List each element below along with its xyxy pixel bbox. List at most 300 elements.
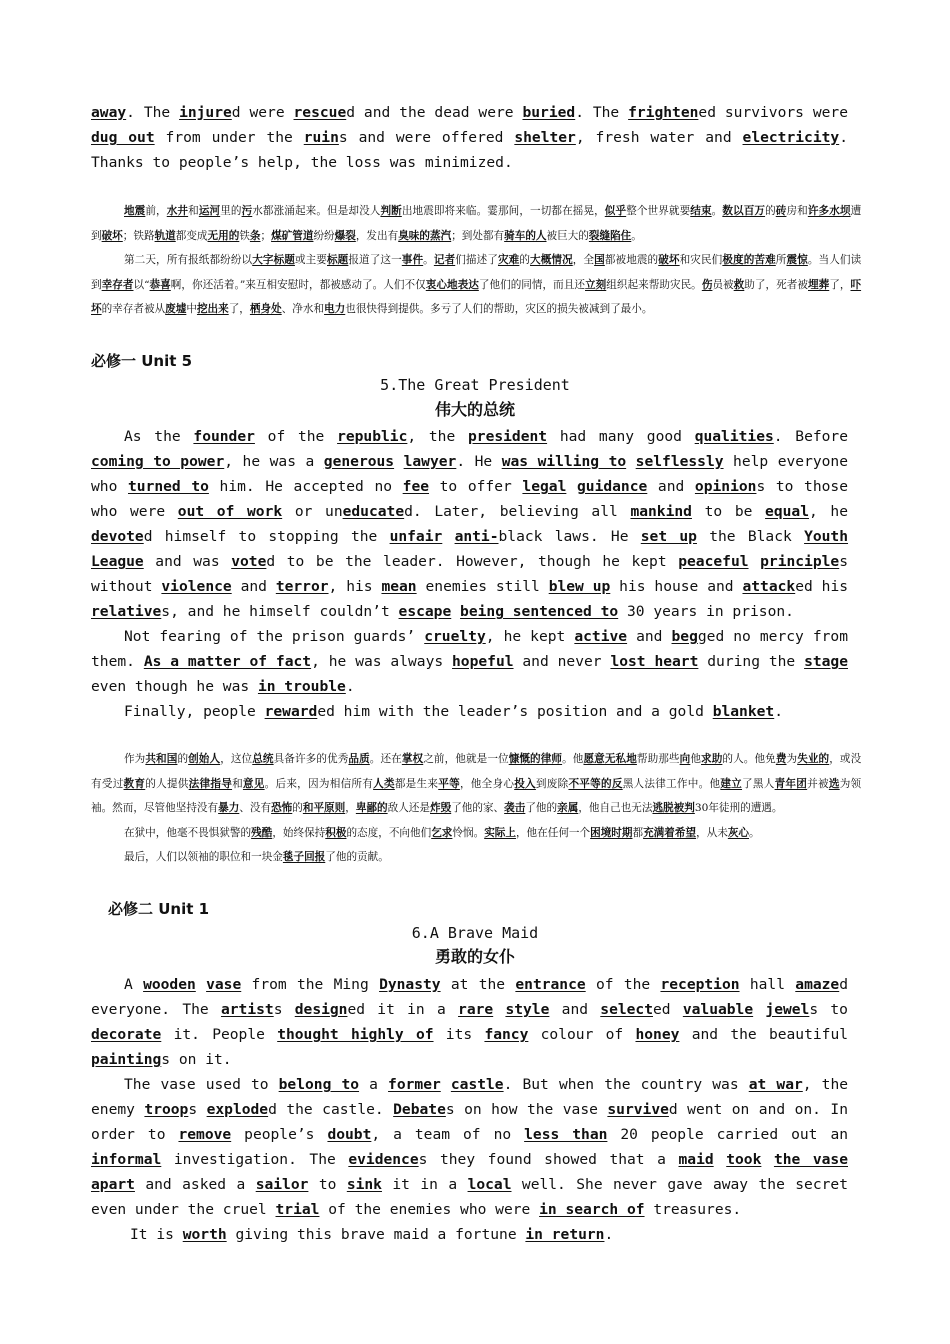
vocab-term: rare (458, 1001, 494, 1018)
vocab-term: former (388, 1076, 441, 1093)
text-run: 纷纷 (313, 229, 335, 242)
text-run: s without (91, 553, 848, 595)
vocab-term: 记者 (433, 254, 456, 266)
vocab-term: 向 (679, 753, 691, 765)
vocab-term: 费 (775, 753, 787, 765)
text-run: and (627, 628, 672, 645)
vocab-term: 灾难 (497, 254, 520, 266)
text-run: ，他全身心 (459, 777, 515, 790)
vocab-term: educate (342, 503, 405, 520)
vocab-term: in return (525, 1226, 605, 1243)
vocab-term: reception (660, 976, 740, 993)
vocab-term: 品质 (348, 753, 370, 765)
vocab-term: violence (161, 578, 232, 595)
text-run: 房和 (786, 205, 808, 217)
vocab-term: 掌权 (401, 753, 424, 765)
vocab-term: 总统 (252, 753, 274, 765)
text-run: , he was always (311, 653, 453, 670)
text-run (714, 1151, 727, 1168)
text-run: ，他自己也无法 (578, 802, 653, 814)
vocab-term: Debate (393, 1101, 446, 1118)
text-run (394, 453, 404, 470)
vocab-term: castle (450, 1076, 504, 1093)
vocab-term: 栖身处 (249, 303, 282, 315)
text-run: 的 (177, 753, 189, 765)
vocab-term: 充满着希望 (643, 826, 697, 839)
vocab-term: dug out (91, 129, 155, 146)
text-run: d the castle. (268, 1101, 394, 1118)
text-run: 们描述了 (455, 254, 498, 266)
vocab-term: 破坏 (101, 229, 123, 242)
text-run: 了他的家、 (451, 802, 505, 814)
text-run: 怜悯。 (452, 826, 485, 839)
vocab-term: 事件 (401, 254, 424, 266)
text-run: s on how the vase (445, 1101, 608, 1118)
vocab-term: 污 (241, 205, 253, 217)
text-run (761, 1151, 774, 1168)
vocab-term: 大概情况 (530, 254, 573, 266)
text-run: or un (282, 503, 343, 520)
text-run: d were (231, 104, 294, 121)
vocab-term: honey (635, 1026, 680, 1043)
vocab-term: 积极 (325, 826, 347, 839)
text-run: 。 (711, 205, 723, 217)
vocab-term: 衷心地表达 (425, 278, 479, 291)
text-run: , he kept (485, 628, 575, 645)
text-run: 了他的 (525, 802, 558, 814)
vocab-term: peaceful (678, 553, 749, 570)
text-run: had many good (547, 428, 695, 445)
vocab-term: 亲属 (557, 802, 579, 814)
text-run (451, 603, 460, 620)
vocab-term: lawyer (403, 453, 457, 470)
text-run: 都是生来 (394, 777, 439, 790)
vocab-term: 立刻 (585, 278, 607, 291)
text-run: . Before (773, 428, 849, 445)
vocab-term: 建立 (720, 777, 743, 790)
text-run: , he (808, 503, 848, 520)
paragraph (91, 100, 848, 175)
text-run: investigation. The (161, 1151, 349, 1168)
vocab-term: away (91, 104, 127, 121)
vocab-term: 不平等的反 (568, 777, 623, 790)
text-run: 所 (775, 254, 787, 266)
vocab-term: 极度的苦难 (722, 254, 776, 266)
text-run: ，这位 (220, 753, 253, 765)
vocab-term: anti- (454, 528, 499, 545)
text-run: ed survivors were (698, 104, 848, 121)
text-run: ed it in a (347, 1001, 459, 1018)
vocab-term: explode (206, 1101, 269, 1118)
vocab-term: 大字标题 (252, 254, 295, 266)
vocab-term: 臭味的蒸汽 (398, 229, 452, 242)
text-run: enemies still (416, 578, 549, 595)
vocab-term: entrance (515, 976, 586, 993)
text-run: s to those who were (91, 478, 848, 520)
vocab-term: 废墟 (165, 303, 187, 315)
vocab-term: president (468, 428, 548, 445)
vocab-term: legal (522, 478, 567, 495)
vocab-term: 求助 (701, 753, 723, 765)
vocab-term: 标题 (327, 254, 349, 266)
vocab-term: opinion (694, 478, 757, 495)
text-run: As the (124, 428, 194, 445)
vocab-term: 幸存者 (101, 278, 134, 291)
text-run: , the enemy (91, 1076, 849, 1118)
text-run: 助了，死者被 (744, 278, 808, 291)
text-run: 的幸存者被从 (101, 303, 166, 315)
vocab-term: 破坏 (658, 254, 680, 266)
vocab-term: 爆裂 (334, 229, 356, 242)
text-run: 黑人法律工作中。他 (622, 777, 721, 790)
text-run: and (549, 1001, 601, 1018)
paragraph (91, 972, 848, 1072)
vocab-term: escape (398, 603, 452, 620)
vocab-term: 乞求 (431, 826, 453, 839)
vocab-term: 灰心 (727, 826, 750, 839)
text-run: 也很快得到提供。多亏了人们的帮助，灾区的损失被减到了最小。 (345, 303, 653, 315)
vocab-term: wooden (143, 976, 196, 993)
text-run: of the (254, 428, 338, 445)
vocab-term: in trouble (257, 678, 346, 695)
text-run: 到废除 (535, 777, 569, 790)
vocab-term: As a matter of fact (143, 653, 312, 670)
text-run: 30年徒刑的遭遇。 (694, 802, 783, 814)
vocab-term: rescue (293, 104, 347, 121)
vocab-term: informal (91, 1151, 162, 1168)
text-run (753, 1001, 765, 1018)
text-run: s and were offered (338, 129, 515, 146)
text-run: 。他 (562, 753, 584, 765)
text-run: ged no mercy from them. (91, 628, 848, 670)
text-run: 都 (632, 826, 644, 839)
vocab-term: vase (206, 976, 242, 993)
vocab-term: 煤矿管道 (271, 229, 314, 242)
text-run: ，发出有 (355, 229, 399, 242)
vocab-term: fee (402, 478, 430, 495)
vocab-term: 创始人 (188, 753, 221, 765)
text-run: 员被 (712, 278, 734, 291)
text-run: 的态度，不向他们 (346, 826, 432, 839)
text-run: . Thanks to people’s help, the loss was minimized. (91, 129, 848, 171)
vocab-term: 和平原则 (302, 802, 346, 814)
vocab-term: cruelty (424, 628, 486, 645)
text-run: ，或没有受过 (91, 753, 862, 790)
text-run: 并被 (807, 777, 829, 790)
text-run: ， (345, 802, 356, 814)
vocab-term: took (726, 1151, 762, 1168)
paragraph (91, 624, 848, 699)
vocab-term: principle (760, 553, 840, 570)
text-run: 帮助那些 (636, 753, 680, 765)
text-run: 、净水和 (281, 303, 325, 315)
title-en-5: 5.The Great President (380, 376, 570, 394)
text-run: ，从未 (696, 826, 728, 839)
text-run: . (604, 1226, 614, 1243)
vocab-term: coming to power (91, 453, 225, 470)
text-run: 为领袖。然而，尽管他坚持没有 (91, 777, 862, 814)
vocab-term: maid (678, 1151, 714, 1168)
text-run: and never (513, 653, 611, 670)
text-run (626, 453, 636, 470)
text-run: 被巨大的 (546, 229, 589, 242)
vocab-term: 骑车的人 (504, 229, 547, 242)
text-run: 水都涨涌起来。但是却没人 (252, 205, 381, 217)
text-run: s (188, 1101, 207, 1118)
vocab-term: 卑鄙的 (355, 802, 388, 814)
vocab-term: style (505, 1001, 550, 1018)
vocab-term: 青年团 (774, 777, 808, 790)
vocab-term: shelter (514, 129, 576, 146)
vocab-term: Dynasty (379, 976, 441, 993)
text-run: people’s (231, 1126, 328, 1143)
vocab-term: was willing to (501, 453, 627, 470)
vocab-term: frighten (628, 104, 699, 121)
vocab-term: 震惊 (786, 254, 808, 266)
text-run: well. She never gave away the secret even under the cruel (91, 1176, 848, 1218)
vocab-term: 挖出来 (196, 303, 229, 315)
text-run (196, 976, 206, 993)
vocab-term: 共和国 (145, 753, 178, 765)
translation-great-president (91, 747, 861, 870)
text-run: s on it. (161, 1051, 232, 1068)
translation-earthquake (91, 199, 861, 322)
vocab-term: turned to (128, 478, 209, 495)
vocab-term: relative (91, 603, 162, 620)
passage-brave-maid (91, 972, 848, 1247)
unit-heading-6: 必修二 Unit 1 (108, 900, 210, 918)
text-run: Not fearing of the prison guards’ (124, 628, 425, 645)
text-run: 遭到 (91, 205, 862, 242)
text-run: d himself to stopping the (143, 528, 390, 545)
cn-paragraph (91, 845, 861, 870)
vocab-term: injure (179, 104, 232, 121)
text-run: 和灾民们 (679, 254, 723, 266)
text-run: 都变成 (175, 229, 208, 242)
vocab-term: 砖 (775, 205, 787, 217)
text-run: to (308, 1176, 347, 1193)
text-run: of the enemies who were (319, 1201, 540, 1218)
vocab-term: lost heart (610, 653, 699, 670)
title-cn-5: 伟大的总统 (434, 400, 515, 419)
cn-paragraph (91, 199, 861, 248)
text-run: 在狱中，他毫不畏惧狱警的 (124, 826, 252, 839)
vocab-term: 水井 (166, 205, 189, 217)
text-run: . (774, 703, 784, 720)
vocab-term: hopeful (452, 653, 514, 670)
text-run: 他 (690, 753, 702, 765)
vocab-term: fancy (484, 1026, 529, 1043)
vocab-term: 暴力 (218, 802, 240, 814)
text-run: . But when the country was (503, 1076, 749, 1093)
text-run: . The (126, 104, 180, 121)
text-run: 。 (423, 254, 434, 266)
text-run: 啊，你还活着。”来互相安慰时，都被感动了。人们不仅 (170, 278, 426, 291)
text-run: It is (130, 1226, 183, 1243)
text-run: and the beautiful (679, 1026, 849, 1043)
vocab-term: unfair (389, 528, 443, 545)
vocab-term: trial (275, 1201, 320, 1218)
title-en-6: 6.A Brave Maid (411, 924, 539, 942)
text-run (493, 1001, 505, 1018)
text-run: ；到处都有 (451, 229, 505, 242)
text-run: 都被地震的 (604, 254, 659, 266)
text-run: to be (691, 503, 766, 520)
text-run: 。 (631, 229, 642, 242)
text-run (749, 553, 761, 570)
vocab-term: 电力 (324, 303, 346, 315)
vocab-term: local (467, 1176, 512, 1193)
vocab-term: 失业的 (797, 753, 830, 765)
vocab-term: set up (640, 528, 697, 545)
text-run (442, 528, 454, 545)
text-run: ，全 (572, 254, 595, 266)
text-run: from the Ming (241, 976, 380, 993)
vocab-term: 法律指导 (188, 777, 233, 790)
vocab-term: 炸毁 (430, 802, 452, 814)
vocab-term: equal (765, 503, 809, 520)
vocab-term: less than (524, 1126, 608, 1143)
vocab-term: 选 (828, 777, 840, 790)
text-run: 为 (786, 753, 798, 765)
text-run: d everyone. The (91, 976, 849, 1018)
title-cn-6: 勇敢的女仆 (434, 947, 515, 966)
passage-earthquake-end (91, 100, 848, 175)
text-run: 、没有 (239, 802, 272, 814)
vocab-term: 国 (594, 254, 605, 266)
vocab-term: 似乎 (604, 205, 627, 217)
vocab-term: 愿意无私地 (583, 753, 637, 765)
vocab-term: sink (346, 1176, 382, 1193)
text-run: 的 (519, 254, 531, 266)
text-run (566, 478, 577, 495)
text-run: 敌人还是 (387, 802, 430, 814)
text-run: d and the dead were (346, 104, 523, 121)
text-run: 了他的贡献。 (325, 851, 389, 863)
unit-heading-5: 必修一 Unit 5 (91, 352, 193, 370)
text-run: ； (260, 229, 272, 242)
text-run: his house and (610, 578, 743, 595)
vocab-term: mankind (630, 503, 692, 520)
vocab-term: troop (144, 1101, 189, 1118)
text-run: and (647, 478, 695, 495)
text-run: s (273, 1001, 295, 1018)
vocab-term: the vase apart (91, 1151, 848, 1193)
text-run: from under the (154, 129, 304, 146)
vocab-term: republic (337, 428, 408, 445)
text-run: the Black (696, 528, 805, 545)
vocab-term: 袭击 (504, 802, 526, 814)
text-run: s they found showed that a (418, 1151, 679, 1168)
vocab-term: valuable (682, 1001, 754, 1018)
vocab-term: 无用的 (207, 229, 240, 242)
text-run: colour of (528, 1026, 636, 1043)
text-run: and asked a (134, 1176, 256, 1193)
vocab-term: 恭喜 (149, 278, 171, 291)
vocab-term: 判断 (380, 205, 402, 217)
text-run: 30 years in prison. (618, 603, 794, 620)
text-run: 了黑人 (742, 777, 775, 790)
text-run: 前， (145, 205, 167, 217)
vocab-term: 埋葬 (808, 278, 830, 291)
vocab-term: blew up (548, 578, 611, 595)
text-run: to offer (429, 478, 523, 495)
text-run: and was (143, 553, 232, 570)
vocab-term: 恐怖 (271, 802, 293, 814)
cn-paragraph (91, 248, 861, 322)
text-run: 的 (765, 205, 776, 217)
text-run: . (345, 678, 355, 695)
text-run: 。后来，因为相信所有 (264, 777, 374, 790)
vocab-term: generous (323, 453, 395, 470)
vocab-term: doubt (327, 1126, 372, 1143)
text-run: 20 people carried out an (607, 1126, 849, 1143)
text-run: 和 (232, 777, 243, 790)
vocab-term: jewel (765, 1001, 810, 1018)
text-run: 。当人们读到 (91, 254, 862, 291)
vocab-term: 人类 (373, 777, 395, 790)
vocab-term: 数以百万 (722, 205, 766, 217)
text-run: 了， (829, 278, 851, 291)
vocab-term: 裂缝陷住 (588, 229, 632, 242)
text-run: ed his (795, 578, 849, 595)
vocab-term: 意见 (242, 777, 265, 790)
vocab-term: mean (381, 578, 417, 595)
text-run: 的 (292, 802, 303, 814)
vocab-term: Youth League (91, 528, 849, 570)
text-run (441, 1076, 451, 1093)
vocab-term: amaze (795, 976, 840, 993)
text-run: d went on and on. In order to (91, 1101, 848, 1143)
text-run: 具备许多的优秀 (273, 753, 349, 765)
vocab-term: 毯子回报 (282, 851, 326, 863)
vocab-term: belong to (278, 1076, 360, 1093)
vocab-term: attack (742, 578, 796, 595)
vocab-term: reward (264, 703, 318, 720)
text-run: it in a (381, 1176, 468, 1193)
text-run: and (231, 578, 276, 595)
vocab-term: sailor (255, 1176, 309, 1193)
vocab-term: founder (193, 428, 255, 445)
text-run: 里的 (220, 205, 242, 217)
vocab-term: blanket (712, 703, 775, 720)
vocab-term: 教育 (123, 777, 146, 790)
text-run: , his (328, 578, 382, 595)
vocab-term: electricity (742, 129, 840, 146)
text-run: 报道了这一 (348, 254, 402, 266)
vocab-term: survive (607, 1101, 669, 1118)
text-run: 之前，他就是一位 (423, 753, 509, 765)
text-run: 了他们的同情，而且还 (478, 278, 586, 291)
vocab-term: design (294, 1001, 348, 1018)
text-run: him. He accepted no (208, 478, 403, 495)
vocab-term: selflessly (635, 453, 724, 470)
text-run: ed him with the leader’s position and a gold (317, 703, 713, 720)
text-run: d to be the leader. However, though he kept (266, 553, 679, 570)
text-run: 了， (228, 303, 250, 315)
paragraph (91, 699, 848, 724)
vocab-term: 困境时期 (590, 826, 633, 839)
text-run: Finally, people (124, 703, 265, 720)
text-run: giving this brave maid a fortune (226, 1226, 526, 1243)
text-run: 整个世界就要 (626, 205, 691, 217)
passage-great-president (91, 424, 848, 724)
text-run: , the (407, 428, 468, 445)
cn-paragraph (91, 747, 861, 821)
vocab-term: in search of (539, 1201, 645, 1218)
vocab-term: remove (178, 1126, 232, 1143)
vocab-term: terror (275, 578, 329, 595)
